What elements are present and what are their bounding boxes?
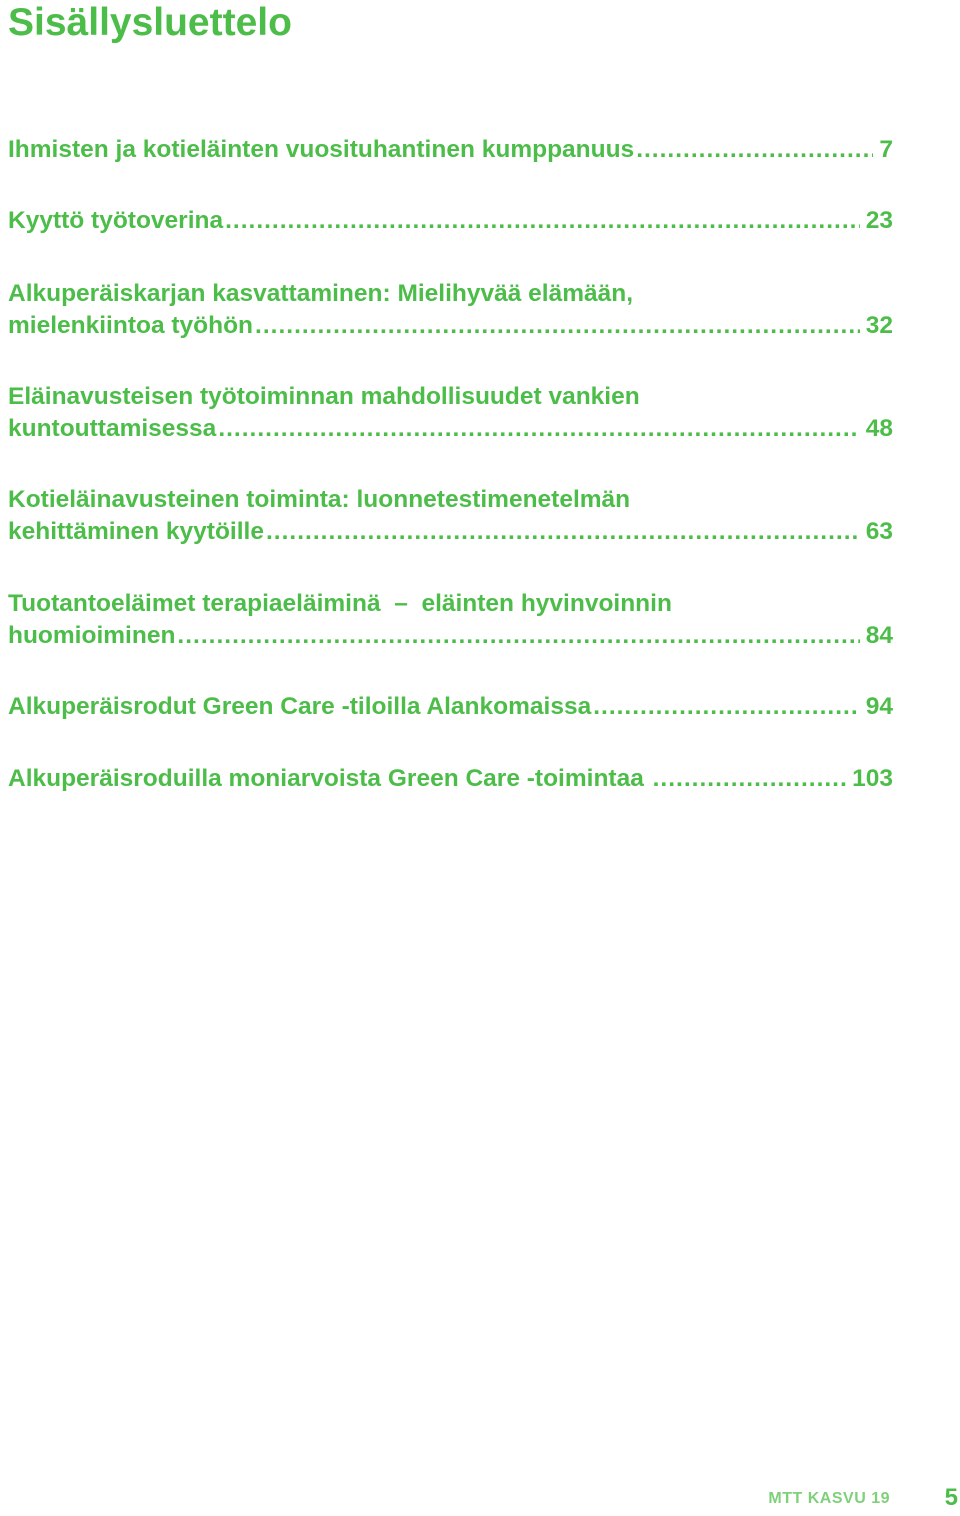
toc-entry-4[interactable] [8,381,893,445]
footer-series-label: MTT KASVU 19 [768,1490,890,1507]
toc-entry-7[interactable] [8,691,893,723]
toc-entry-page-number: 94 [865,693,893,720]
toc-entry-last-line [8,516,893,548]
dot-leader [255,310,860,342]
toc-entry-page-number: 7 [879,136,893,163]
dot-leader [266,516,860,548]
toc-entry-title: Kyyttö työtoverina [8,207,224,234]
toc-entry-page-number: 32 [865,312,893,339]
toc-entry-title-line-1: Alkuperäiskarjan kasvattaminen: Mielihyvää elämään, [8,280,634,307]
toc-entry-title-line-2: kuntouttamisessa [8,415,217,442]
dot-leader [593,691,860,723]
toc-entry-last-line [8,763,893,795]
footer-page-number: 5 [944,1484,958,1511]
toc-entry-last-line [8,620,893,652]
toc-entry-title-line-2: mielenkiintoa työhön [8,312,254,339]
toc-entry-page-number: 63 [865,518,893,545]
toc-entry-page-number: 103 [852,765,893,792]
toc-entry-last-line [8,691,893,723]
toc-entry-last-line [8,310,893,342]
toc-entry-title: Alkuperäisrodut Green Care -tiloilla Alankomaissa [8,693,592,720]
toc-entry-title: Ihmisten ja kotieläinten vuosituhantinen kumppanuus [8,136,635,163]
toc-entry-title-line-2: kehittäminen kyytöille [8,518,264,545]
page-title: Sisällysluettelo [8,1,292,44]
dot-leader [177,620,859,652]
toc-entry-page-number: 84 [865,622,893,649]
toc-entry-last-line [8,205,893,237]
toc-entry-title-line-1: Kotieläinavusteinen toiminta: luonnetestimenetelmän [8,486,631,513]
page-footer [0,1486,960,1516]
dot-leader [653,763,846,795]
dot-leader [218,413,859,445]
dot-leader [636,134,873,166]
toc-entry-last-line [8,413,893,445]
toc-entry-8[interactable] [8,763,893,795]
dot-leader [225,205,860,237]
toc-entry-3[interactable] [8,278,893,342]
toc-entry-5[interactable] [8,484,893,548]
toc-entry-last-line [8,134,893,166]
toc-entry-title: Alkuperäisroduilla moniarvoista Green Care -toimintaa [8,765,651,792]
toc-entry-page-number: 48 [865,415,893,442]
toc-entry-title-line-1: Tuotantoeläimet terapiaeläiminä – eläinten hyvinvoinnin [8,590,672,617]
toc-entry-6[interactable] [8,588,893,652]
toc-entry-title-line-1: Eläinavusteisen työtoiminnan mahdollisuudet vankien [8,383,640,410]
toc-entry-title-line-2: huomioiminen [8,622,176,649]
toc-entry-1[interactable] [8,134,893,166]
toc-entry-page-number: 23 [865,207,893,234]
toc-entry-2[interactable] [8,205,893,237]
